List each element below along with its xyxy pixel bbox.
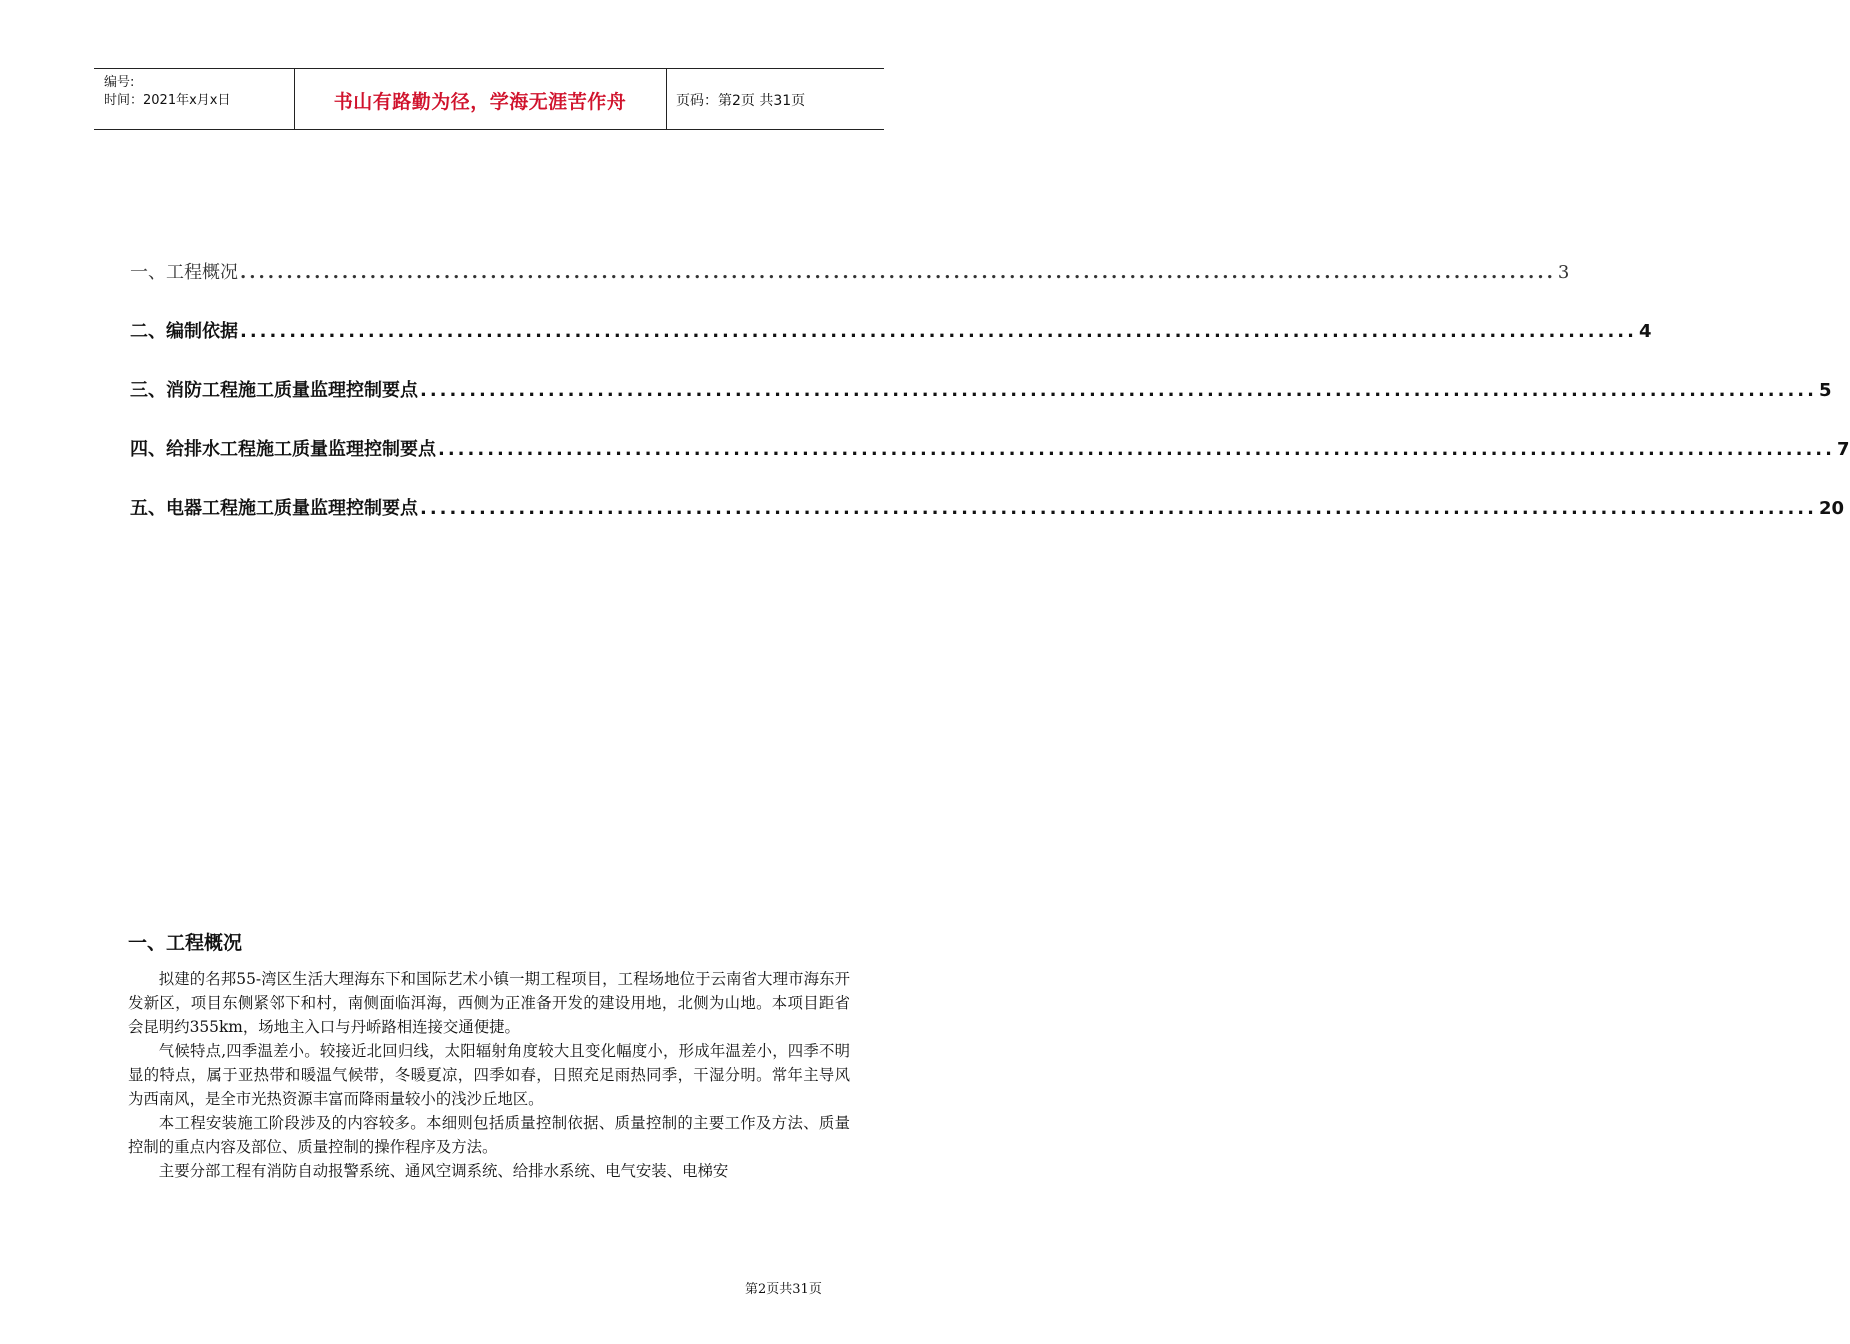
header-meta-cell xyxy=(94,69,295,129)
toc-entry-page: 7 xyxy=(1836,439,1850,460)
toc-entry[interactable] xyxy=(130,258,1570,286)
toc-entry[interactable] xyxy=(130,376,1832,404)
body-paragraph: 本工程安装施工阶段涉及的内容较多。本细则包括质量控制依据、质量控制的主要工作及方法、质量控制的重点内容及部位、质量控制的操作程序及方法。 xyxy=(128,1114,850,1156)
document-code-label: 编号: xyxy=(104,75,135,90)
document-date-label: 时间：2021年x月x日 xyxy=(104,93,231,108)
toc-leader-dots: .............................................................................................................................................. xyxy=(240,321,1637,342)
toc-entry-page: 4 xyxy=(1638,321,1652,342)
toc-leader-dots: .............................................................................................................................................. xyxy=(420,498,1817,519)
header-page-info: 页码：第2页 共31页 xyxy=(676,93,806,109)
table-of-contents xyxy=(130,258,1850,553)
toc-leader-dots: .............................................................................................................................................. xyxy=(240,262,1556,283)
toc-entry-page: 20 xyxy=(1818,498,1845,519)
header-motto: 书山有路勤为径，学海无涯苦作舟 xyxy=(333,91,627,113)
toc-entry[interactable] xyxy=(130,317,1652,345)
body-paragraph: 拟建的名邦55-湾区生活大理海东下和国际艺术小镇一期工程项目，工程场地位于云南省大理市海东开发新区，项目东侧紧邻下和村，南侧面临洱海，西侧为正准备开发的建设用地，北侧为山地。本项目距省会昆明约355km，场地主入口与丹峤路相连接交通便捷。 xyxy=(128,970,850,1036)
toc-entry[interactable] xyxy=(130,435,1850,463)
toc-entry[interactable] xyxy=(130,494,1845,522)
toc-entry-title: 四、给排水工程施工质量监理控制要点 xyxy=(130,439,436,460)
header-page-cell xyxy=(666,69,884,129)
header-motto-cell xyxy=(294,69,667,129)
page-header xyxy=(94,68,884,130)
toc-entry-page: 5 xyxy=(1818,380,1832,401)
toc-leader-dots: .............................................................................................................................................. xyxy=(438,439,1835,460)
toc-entry-page: 3 xyxy=(1557,262,1570,283)
page-footer: 第2页共31页 xyxy=(745,1282,822,1297)
body-paragraph: 气候特点,四季温差小。较接近北回归线，太阳辐射角度较大且变化幅度小，形成年温差小，四季不明显的特点，属于亚热带和暖温气候带，冬暖夏凉，四季如春，日照充足雨热同季，干湿分明。常年主导风为西南风，是全市光热资源丰富而降雨量较小的浅沙丘地区。 xyxy=(128,1042,850,1108)
toc-entry-title: 二、编制依据 xyxy=(130,321,238,342)
toc-leader-dots: .............................................................................................................................................. xyxy=(420,380,1817,401)
toc-entry-title: 五、电器工程施工质量监理控制要点 xyxy=(130,498,418,519)
toc-entry-title: 一、工程概况 xyxy=(130,262,238,283)
project-overview-section xyxy=(128,928,850,1183)
section-heading: 一、工程概况 xyxy=(128,932,243,954)
body-paragraph: 主要分部工程有消防自动报警系统、通风空调系统、给排水系统、电气安装、电梯安 xyxy=(158,1162,729,1180)
toc-entry-title: 三、消防工程施工质量监理控制要点 xyxy=(130,380,418,401)
